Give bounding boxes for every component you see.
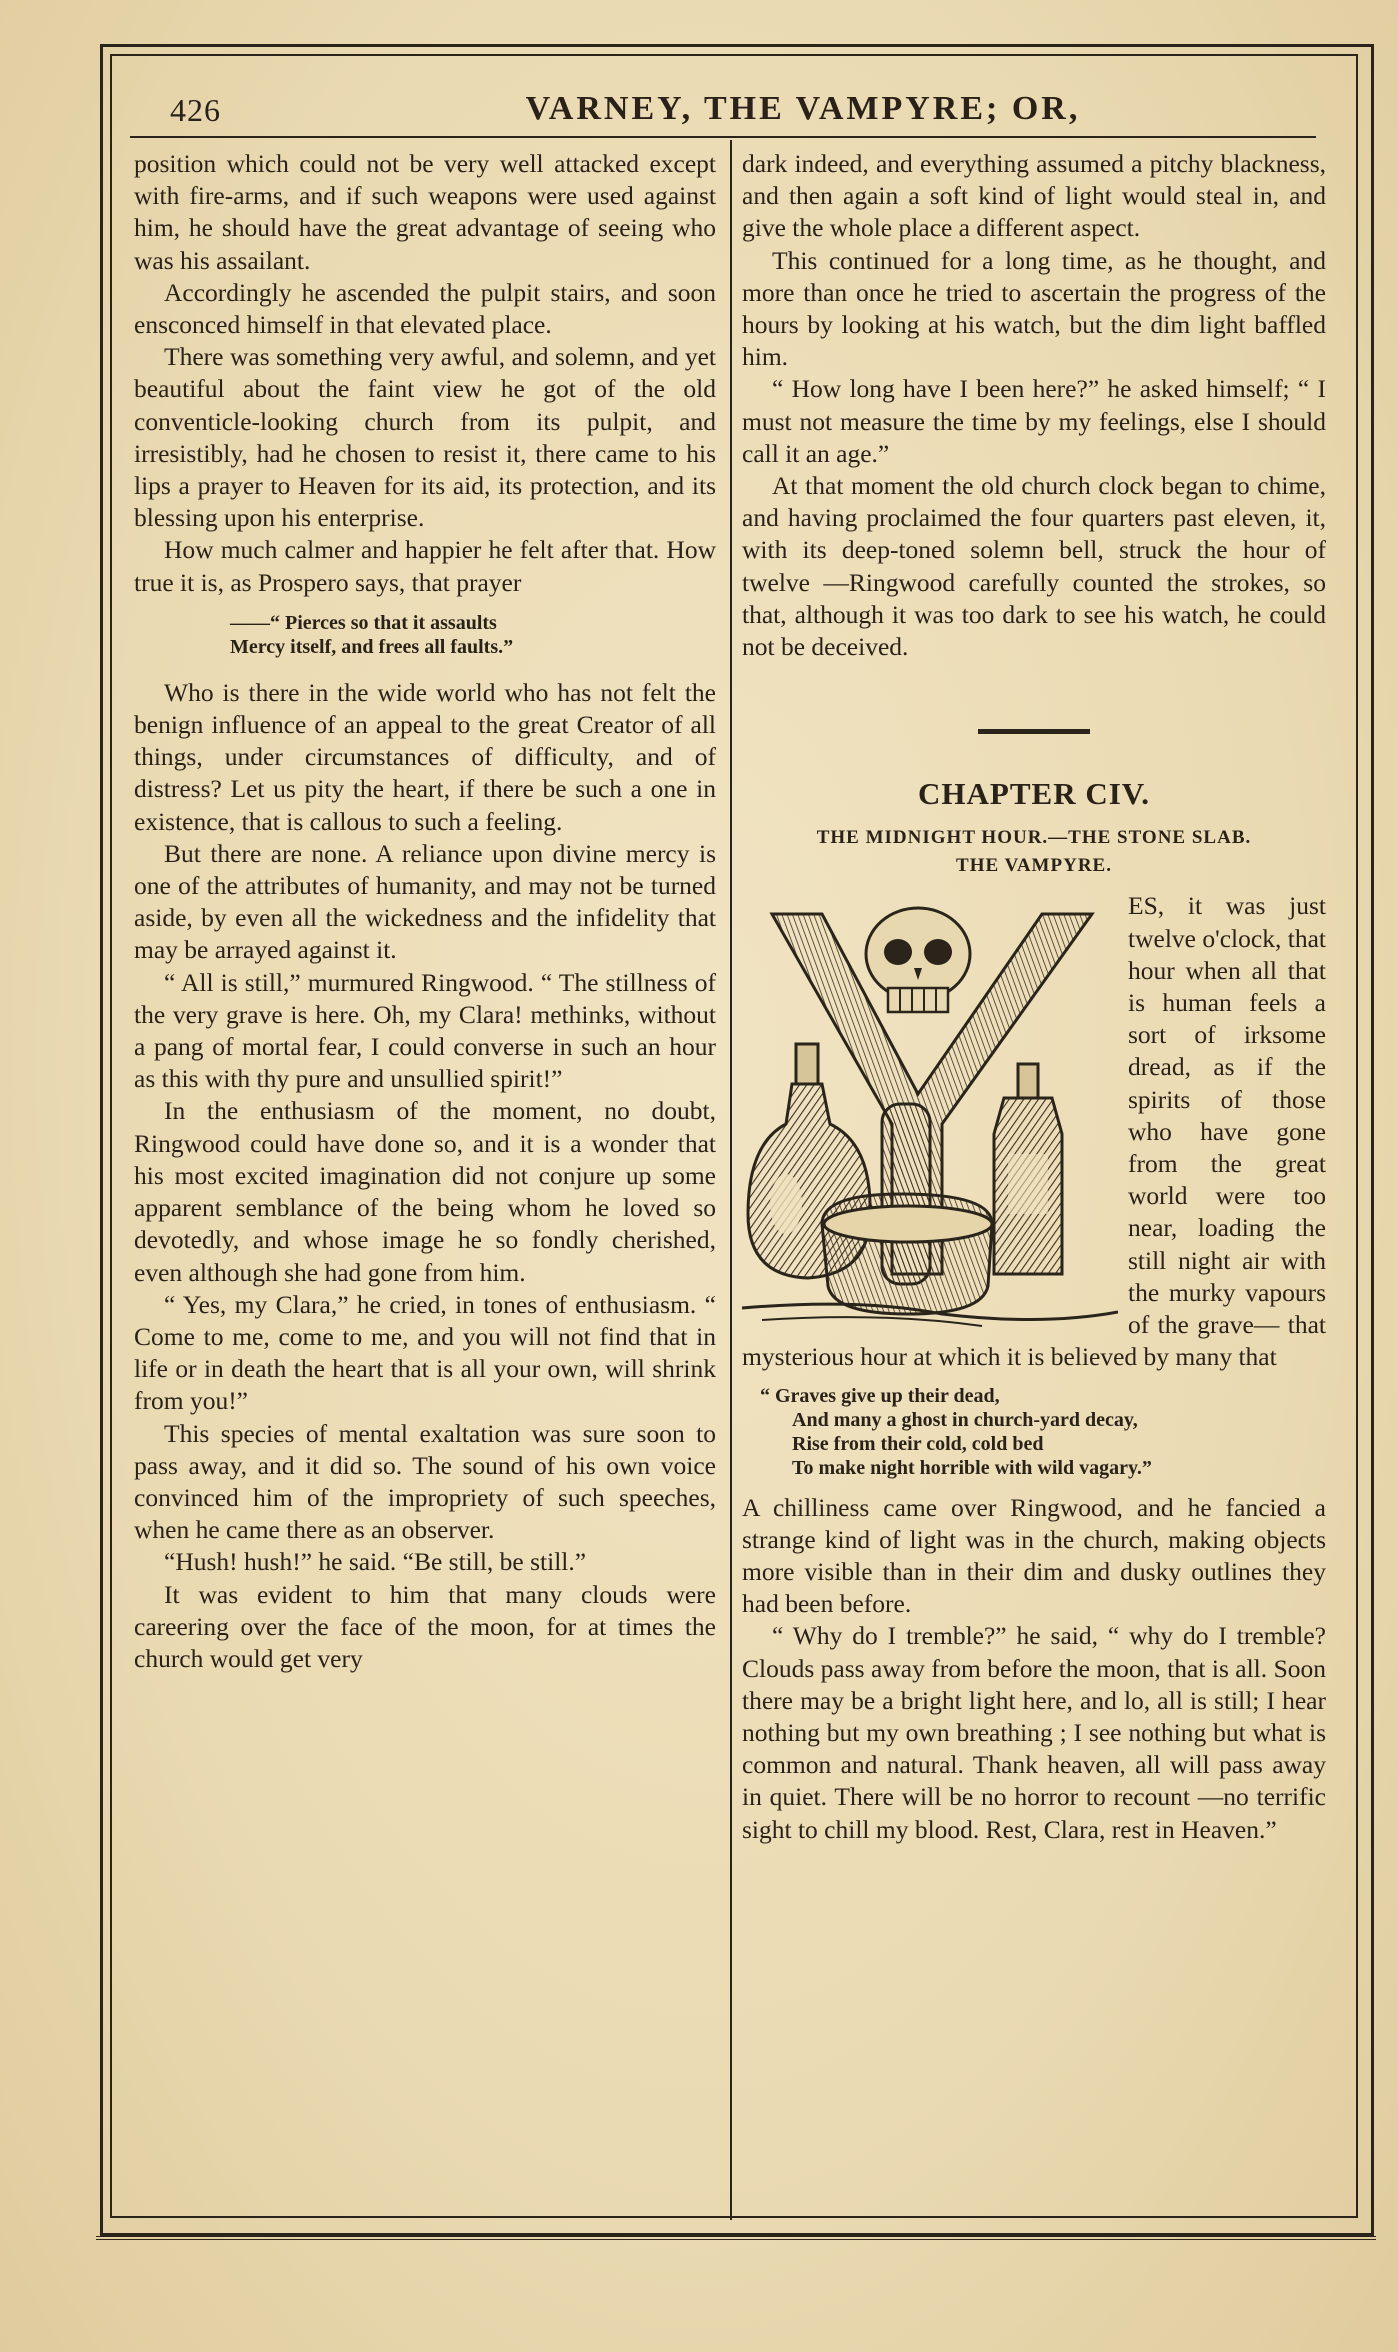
paragraph: There was something very awful, and solemn, and yet beautiful about the faint view he got of the old conventicle-looking church from its pulpit, and irresistibly, had he chosen to resist it, there came to his lips a prayer to Heaven for its aid, its protection, and its blessing upon his enterprise. bbox=[134, 342, 716, 533]
page-number: 426 bbox=[170, 92, 221, 128]
page-header bbox=[130, 84, 1316, 140]
left-column bbox=[134, 148, 716, 1675]
paragraph: Accordingly he ascended the pulpit stairs, and soon ensconced himself in that elevated place. bbox=[134, 277, 716, 340]
chapter-title: CHAPTER CIV. bbox=[918, 776, 1150, 812]
verse-line: Rise from their cold, cold bed bbox=[792, 1432, 1044, 1455]
paragraph: “Hush! hush!” he said. “Be still, be still.” bbox=[164, 1547, 587, 1577]
paragraph: Who is there in the wide world who has not felt the benign influence of an appeal to the great Creator of all things, under circumstances of difficulty, and of distress? Let us pity the heart, if there be such a one in existence, that is callous to such a feeling. bbox=[134, 677, 716, 836]
paragraph: At that moment the old church clock began to chime, and having proclaimed the four quarters past eleven, it, with its deep-toned solemn bell, struck the hour of twelve —Ringwood carefully counted the strokes, so that, although it was too dark to see his watch, he could not be deceived. bbox=[742, 471, 1326, 662]
paragraph: But there are none. A reliance upon divine mercy is one of the attributes of humanity, and may not be turned aside, by even all the wickedness and the infidelity that may be arrayed against it. bbox=[134, 838, 716, 965]
paragraph: “ All is still,” murmured Ringwood. “ The stillness of the very grave is here. Oh, my Clara! methinks, without a pang of mortal fear, I could converse in such an hour as this with thy pure and unsullied spirit!” bbox=[134, 967, 716, 1094]
paragraph: “ How long have I been here?” he asked himself; “ I must not measure the time by my feelings, else I should call it an age.” bbox=[742, 374, 1326, 468]
paragraph: How much calmer and happier he felt after that. How true it is, as Prospero says, that prayer bbox=[134, 535, 716, 597]
chapter-opening bbox=[742, 890, 1326, 1373]
right-column bbox=[742, 148, 1326, 1846]
chapter-rule bbox=[978, 729, 1090, 734]
paragraph: “ Yes, my Clara,” he cried, in tones of enthusiasm. “ Come to me, come to me, and you will not find that in life or in death the heart that is all your own, will shrink from you!” bbox=[134, 1289, 716, 1416]
chapter-subtitle bbox=[742, 824, 1326, 880]
verse-line: “ Graves give up their dead, bbox=[760, 1384, 1000, 1407]
running-title: VARNEY, THE VAMPYRE; OR, bbox=[525, 90, 1081, 127]
verse-quote bbox=[742, 1384, 1326, 1480]
chapter-subtitle-line: THE MIDNIGHT HOUR.—THE STONE SLAB. bbox=[816, 827, 1252, 849]
paragraph: In the enthusiasm of the moment, no doubt, Ringwood could have done so, and it is a wonder that his most excited imagination did not conjure up some apparent semblance of the being whom he loved so devotedly, and whose image he so fondly cherished, even although she had gone from him. bbox=[134, 1096, 716, 1287]
skull-and-bottles-illustration bbox=[742, 894, 1118, 1334]
paragraph: This species of mental exaltation was sure soon to pass away, and it did so. The sound of his own voice convinced him of the impropriety of such speeches, when he came there as an observer. bbox=[134, 1418, 716, 1545]
verse-line: Mercy itself, and frees all faults.” bbox=[230, 635, 514, 658]
paragraph: It was evident to him that many clouds were careering over the face of the moon, for at times the church would get very bbox=[134, 1579, 716, 1673]
paragraph: “ Why do I tremble?” he said, “ why do I tremble? Clouds pass away from before the moon, that is all. Soon there may be a bright light here, and lo, all is still; I hear nothing but my own breathing ; I see nothing but what is common and natural. Thank heaven, all will pass away in quiet. There will be no horror to recount —no terrific sight to chill my blood. Rest, Clara, rest in Heaven.” bbox=[742, 1621, 1326, 1844]
bottom-rule bbox=[96, 2236, 1376, 2240]
column-divider bbox=[730, 140, 732, 2220]
chapter-subtitle-line: THE VAMPYRE. bbox=[956, 855, 1112, 877]
paragraph: dark indeed, and everything assumed a pitchy blackness, and then again a soft kind of light would steal in, and give the whole place a different aspect. bbox=[742, 149, 1326, 243]
verse-line: To make night horrible with wild vagary.” bbox=[792, 1456, 1152, 1479]
verse-line: And many a ghost in church-yard decay, bbox=[792, 1408, 1138, 1431]
paragraph: ES, it was just twelve o'clock, that hour when all that is human feels a sort of irksome dread, as if the spirits of those who have gone from the great world were too near, loading the still night air with the murky vapours of the grave— that mysterious hour at which it is believed by many that bbox=[742, 891, 1326, 1372]
paragraph: position which could not be very well attacked except with fire-arms, and if such weapons were used against him, he should have the great advantage of seeing who was his assailant. bbox=[134, 149, 716, 275]
paragraph: This continued for a long time, as he thought, and more than once he tried to ascertain the progress of the hours by looking at his watch, but the dim light baffled him. bbox=[742, 245, 1326, 372]
paragraph: A chilliness came over Ringwood, and he fancied a strange kind of light was in the church, making objects more visible than in their dim and dusky outlines they had been before. bbox=[742, 1492, 1326, 1619]
illustration-drawing bbox=[742, 894, 1118, 1334]
header-rule bbox=[130, 136, 1316, 138]
verse-line: ——“ Pierces so that it assaults bbox=[230, 611, 497, 634]
verse-quote bbox=[134, 611, 716, 659]
